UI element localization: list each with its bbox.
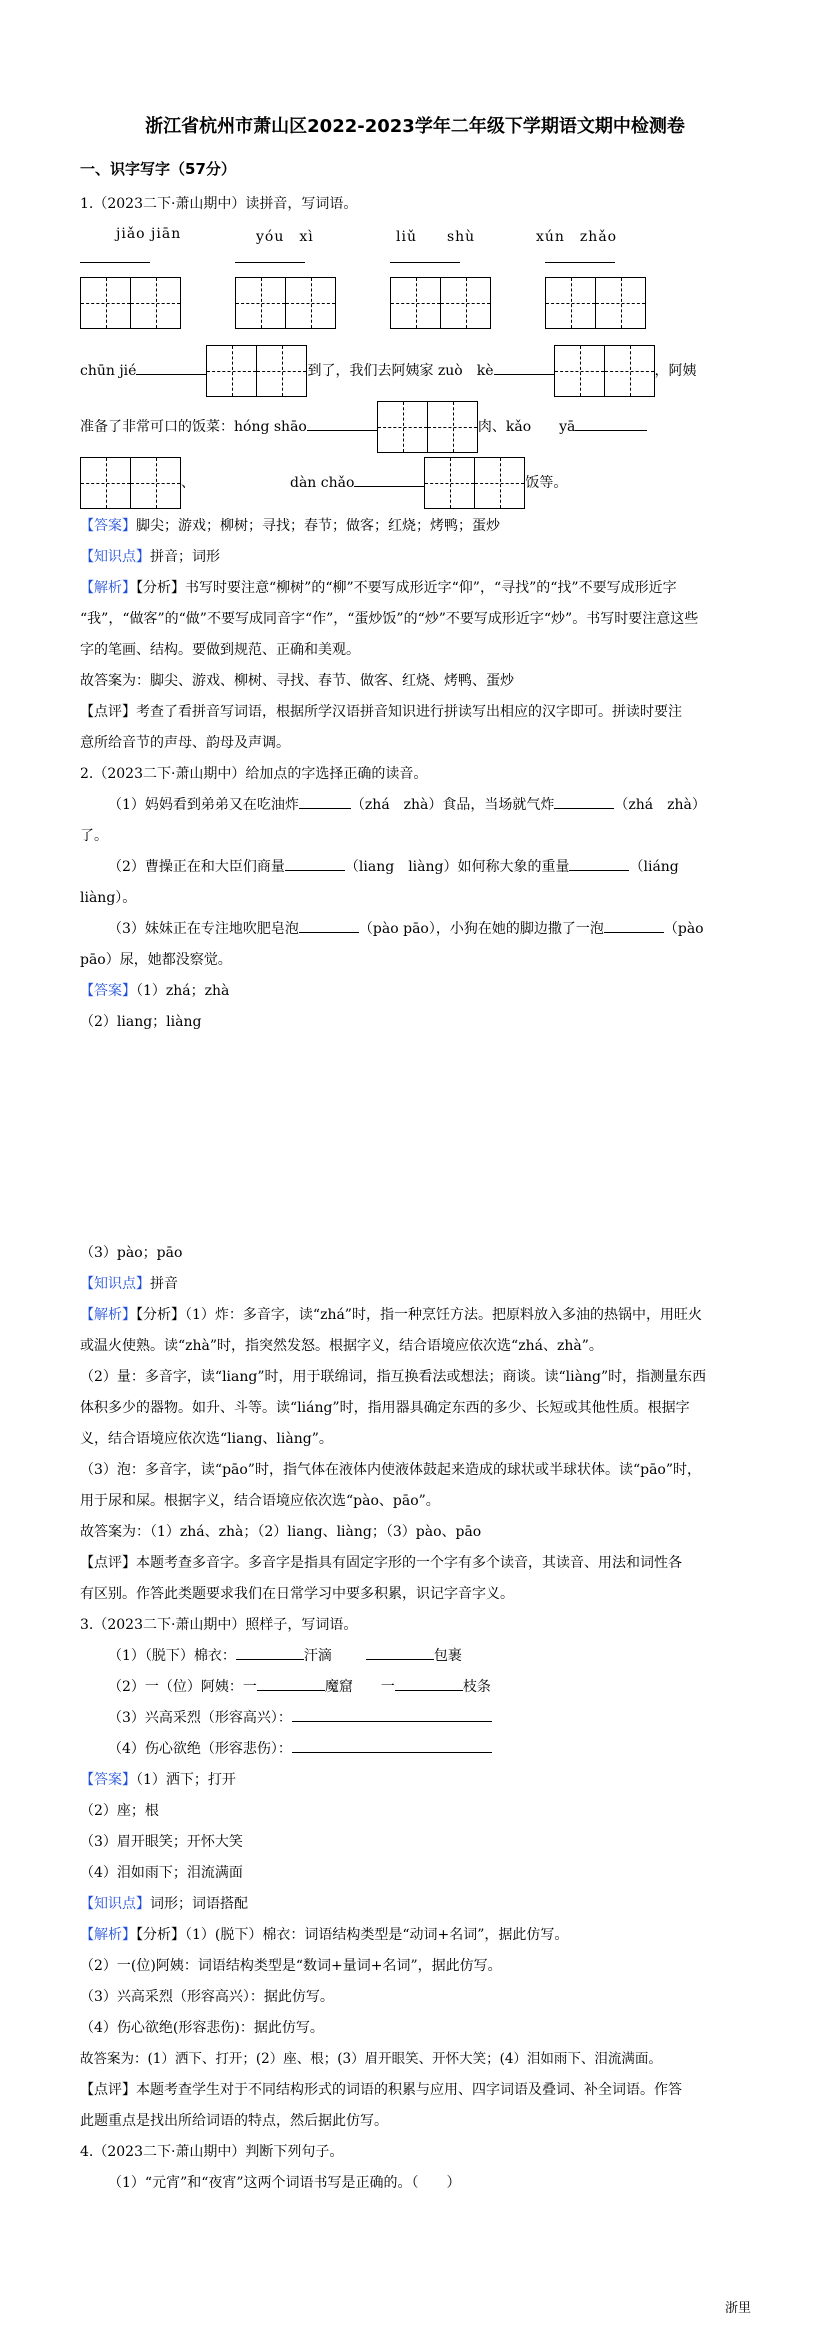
analysis-text: 体积多少的器物。如升、斗等。读“liáng”时，指用器具确定东西的多少、长短或其他性质。根据字 [80,1400,690,1416]
comment-text: 此题重点是找出所给词语的特点，然后据此仿写。 [80,2113,388,2129]
q3-s2 [80,1672,750,1703]
section-heading: 一、识字写字（57分） [80,160,236,178]
q1-line2 [80,399,750,455]
q2-text: （2）曹操正在和大臣们商量 [108,859,285,875]
q2-answer-3: （3）pào；pāo [80,1245,183,1261]
writing-grid[interactable] [80,457,181,509]
blank-space [80,1038,750,1238]
q1-text: ，阿姨 [654,363,697,379]
comment-tag: 【点评】 [80,1555,136,1571]
answer-blank[interactable] [292,1736,492,1753]
q3-text: 汗滴 [303,1648,332,1664]
q2-analysis [80,1300,750,1517]
analysis-tag: 【解析】 [80,1307,136,1323]
q1-line3 [80,455,750,511]
q3-text: （2）一（位）阿姨：一 [108,1679,257,1695]
comment-text: 意所给音节的声母、韵母及声调。 [80,735,290,751]
q3-knowledge [80,1889,750,1920]
q3-answer-3: （3）眉开眼笑；开怀大笑 [80,1834,243,1850]
q1-stem: 1.（2023二下·萧山期中）读拼音，写词语。 [80,196,358,212]
answer-blank[interactable] [354,470,424,487]
q2-stem: 2.（2023二下·萧山期中）给加点的字选择正确的读音。 [80,766,428,782]
q1-text: 肉、kǎo yā [477,419,576,435]
writing-grid[interactable] [554,345,655,397]
q3-text: （1）（脱下）棉衣： [108,1648,236,1664]
q2-s3 [80,914,750,945]
q3-text: 枝条 [462,1679,491,1695]
answer-tag: 【答案】 [80,1772,136,1788]
q3-answer [80,1765,750,1796]
answer-blank[interactable] [299,916,359,933]
q2-s3-cont: pāo）尿，她都没察觉。 [80,952,232,968]
answer-blank[interactable] [285,854,345,871]
knowledge-text: 拼音 [150,1276,178,1292]
writing-grid[interactable] [390,277,491,329]
answer-blank[interactable] [395,1674,463,1691]
analysis-tag: 【解析】 [80,580,136,596]
comment-tag: 【点评】 [80,704,136,720]
q3-s3 [80,1703,750,1734]
q2-knowledge [80,1269,750,1300]
q1-pinyin-3: liǔ shù [396,229,476,245]
doc-title: 浙江省杭州市萧山区2022-2023学年二年级下学期语文期中检测卷 [145,116,685,137]
q2-text: （liáng [629,859,679,875]
q3-answer-2: （2）座；根 [80,1803,159,1819]
answer-blank[interactable] [494,358,554,375]
answer-tag: 【答案】 [80,983,136,999]
q3-text: 魔窟 一 [324,1679,395,1695]
answer-blank[interactable] [136,358,206,375]
analysis-tag: 【解析】 [80,1927,136,1943]
q1-analysis [80,573,750,666]
q1-box-row [80,252,750,329]
q4-stem: 4.（2023二下·萧山期中）判断下列句子。 [80,2144,344,2160]
writing-grid[interactable] [206,345,307,397]
q1-pinyin-row [80,226,750,250]
analysis-text: （3）泡：多音字，读“pāo”时，指气体在液体内使液体鼓起来造成的球状或半球状体。读“pāo”时， [80,1462,702,1478]
q2-text: （1）妈妈看到弟弟又在吃油炸 [108,797,299,813]
q2-text: （zhá zhà）食品，当场就气炸 [350,797,555,813]
analysis-text: 用于尿和屎。根据字义，结合语境应依次选“pào、pāo”。 [80,1493,440,1509]
answer-blank[interactable] [299,792,351,809]
answer-blank[interactable] [569,854,629,871]
writing-grid[interactable] [424,457,525,509]
answer-blank[interactable] [307,414,377,431]
knowledge-tag: 【知识点】 [80,549,150,565]
analysis-text: 或温火使熟。读“zhà”时，指突然发怒。根据字义，结合语境应依次选“zhá、zhà”。 [80,1338,603,1354]
q1-text: 准备了非常可口的饭菜：hóng shāo [80,419,307,435]
q2-s1 [80,790,750,821]
analysis-text: （2）一(位)阿姨：词语结构类型是“数词+量词+名词”，据此仿写。 [80,1958,502,1974]
q2-text: （3）妹妹正在专注地吹肥皂泡 [108,921,299,937]
q3-stem: 3.（2023二下·萧山期中）照样子，写词语。 [80,1617,358,1633]
answer-text: （1）zhá；zhà [136,983,230,999]
q1-text: 到了，我们去阿姨家 zuò kè [307,363,494,379]
q2-text: （liang liàng）如何称大象的重量 [344,859,570,875]
answer-blank[interactable] [366,1643,434,1660]
q3-s1 [80,1641,750,1672]
q3-text: （3）兴高采烈（形容高兴）： [108,1710,292,1726]
writing-grid[interactable] [80,277,181,329]
q1-text: 、 [181,475,195,491]
analysis-text: （2）量：多音字，读“liang”时，用于联绵词，指互换看法或想法；商谈。读“liàng”时，指测量东西 [80,1369,707,1385]
analysis-text: （4）伤心欲绝(形容悲伤)：据此仿写。 [80,2020,324,2036]
q1-pinyin-2: yóu xì [256,229,314,245]
q3-s4 [80,1734,750,1765]
analysis-text: （3）兴高采烈（形容高兴）：据此仿写。 [80,1989,334,2005]
answer-text: （1）洒下；打开 [136,1772,236,1788]
q1-knowledge [80,542,750,573]
comment-tag: 【点评】 [80,2082,136,2098]
q3-comment [80,2075,750,2137]
q3-analysis [80,1920,750,2044]
document-page [80,112,750,2199]
writing-grid[interactable] [545,277,646,329]
q2-final: 故答案为：（1）zhá、zhà；（2）liang、liàng；（3）pào、pāo [80,1524,482,1540]
q4-s1: （1）“元宵”和“夜宵”这两个词语书写是正确的。（ ） [108,2175,461,2191]
q1-pinyin-4: xún zhǎo [536,229,618,245]
q1-text: chūn jié [80,363,137,379]
answer-blank[interactable] [604,916,664,933]
q2-s2 [80,852,750,883]
q3-text: （4）伤心欲绝（形容悲伤）： [108,1741,292,1757]
q2-comment [80,1548,750,1610]
writing-grid[interactable] [377,401,478,453]
q1-text: 饭等。 [525,475,568,491]
q2-s2-cont: liàng）。 [80,890,137,906]
q2-s1-cont: 了。 [80,828,108,844]
comment-text: 本题考查学生对于不同结构形式的词语的积累与应用、四字词语及叠词、补全词语。作答 [136,2082,682,2098]
answer-blank[interactable] [292,1705,492,1722]
knowledge-text: 词形；词语搭配 [150,1896,248,1912]
page-footer: 浙里 [724,2301,751,2316]
q1-text: dàn chǎo [290,475,355,491]
q3-answer-4: （4）泪如雨下；泪流满面 [80,1865,243,1881]
q2-answer [80,976,750,1007]
analysis-text: 【分析】书写时要注意“柳树”的“柳”不要写成形近字“仰”，“寻找”的“找”不要写成形近字 [136,580,677,596]
comment-text: 本题考查多音字。多音字是指具有固定字形的一个字有多个读音，其读音、用法和词性各 [136,1555,682,1571]
analysis-text: 义，结合语境应依次选“liang、liàng”。 [80,1431,333,1447]
answer-text: 脚尖；游戏；柳树；寻找；春节；做客；红烧；烤鸭；蛋炒 [136,518,500,534]
q1-final: 故答案为：脚尖、游戏、柳树、寻找、春节、做客、红烧、烤鸭、蛋炒 [80,673,514,689]
q1-comment [80,697,750,759]
comment-text: 考查了看拼音写词语，根据所学汉语拼音知识进行拼读写出相应的汉字即可。拼读时要注 [136,704,682,720]
q1-line1 [80,343,750,399]
q1-answer [80,511,750,542]
knowledge-text: 拼音；词形 [150,549,220,565]
answer-blank[interactable] [575,414,647,431]
analysis-text: 【分析】（1）炸：多音字，读“zhá”时，指一种烹饪方法。把原料放入多油的热锅中，用旺火 [136,1307,702,1323]
q1-pinyin-1: jiǎo jiān [116,226,182,242]
writing-grid[interactable] [235,277,336,329]
q2-text: （pào [663,921,704,937]
answer-blank[interactable] [257,1674,325,1691]
q2-text: （pào pāo），小狗在她的脚边撒了一泡 [358,921,604,937]
answer-blank[interactable] [236,1643,304,1660]
analysis-text: 【分析】（1）(脱下）棉衣：词语结构类型是“动词+名词”，据此仿写。 [136,1927,569,1943]
q3-text: 包裹 [433,1648,462,1664]
q2-answer-2: （2）liang；liàng [80,1014,202,1030]
analysis-text: 字的笔画、结构。要做到规范、正确和美观。 [80,642,360,658]
analysis-text: “我”，“做客”的“做”不要写成同音字“作”，“蛋炒饭”的“炒”不要写成形近字“炒”。书写时要注意这些 [80,611,699,627]
knowledge-tag: 【知识点】 [80,1276,150,1292]
knowledge-tag: 【知识点】 [80,1896,150,1912]
q2-text: （zhá zhà） [614,797,706,813]
answer-tag: 【答案】 [80,518,136,534]
q3-final: 故答案为：(1）洒下、打开；(2）座、根；(3）眉开眼笑、开怀大笑；(4）泪如雨下、泪流满面。 [80,2051,662,2067]
comment-text: 有区别。作答此类题要求我们在日常学习中要多积累，识记字音字义。 [80,1586,514,1602]
answer-blank[interactable] [554,792,614,809]
